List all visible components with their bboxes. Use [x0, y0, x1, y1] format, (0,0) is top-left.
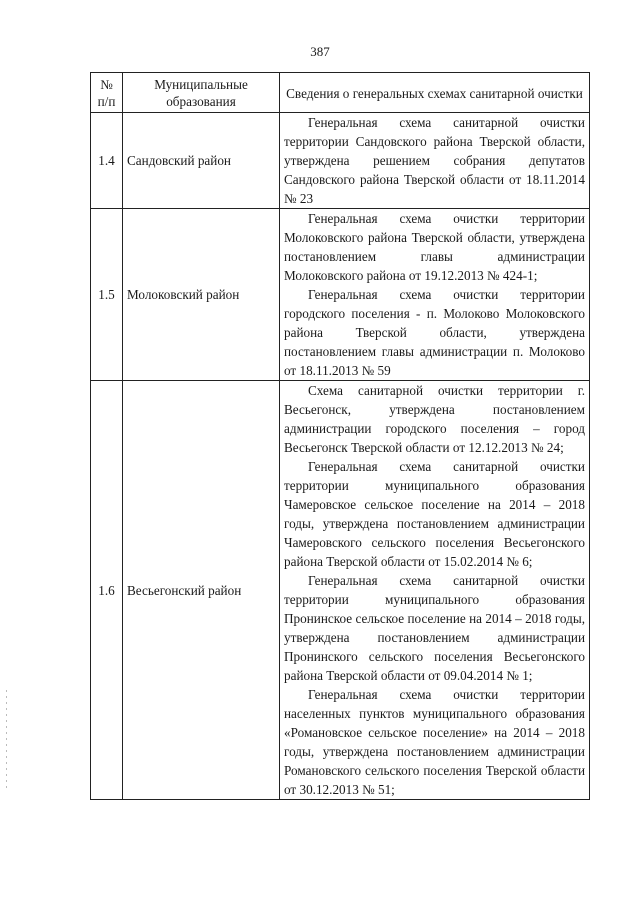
municipality-name: Весьегонский район: [123, 381, 280, 800]
table-row: [91, 381, 590, 800]
scheme-info: [280, 209, 590, 381]
header-municipality: Муниципальные образования: [123, 73, 280, 113]
municipality-name: Молоковский район: [123, 209, 280, 381]
table-header-row: [91, 73, 590, 113]
scheme-paragraph: Генеральная схема очистки территории населенных пунктов муниципального образования «Романовское сельское поселение» на 2014 – 2018 годы, утверждена постановлением администрации Романовского сельского поселения Тверской области от 30.12.2013 № 51;: [284, 687, 585, 797]
municipality-name: Сандовский район: [123, 113, 280, 209]
row-number: 1.6: [91, 381, 123, 800]
row-number: 1.4: [91, 113, 123, 209]
scheme-paragraph: Генеральная схема очистки территории Молоковского района Тверской области, утверждена постановлением главы администрации Молоковского района от 19.12.2013 № 424-1;: [284, 211, 585, 283]
row-number: 1.5: [91, 209, 123, 381]
scheme-paragraph: Генеральная схема санитарной очистки территории муниципального образования Пронинское сельское поселение на 2014 – 2018 годы, утверждена постановлением администрации Пронинского сельского поселения Весьегонского района Тверской области от 09.04.2014 № 1;: [284, 573, 585, 683]
table-row: [91, 209, 590, 381]
scheme-info: [280, 381, 590, 800]
header-num: № п/п: [91, 73, 123, 113]
scheme-paragraph: Генеральная схема санитарной очистки территории Сандовского района Тверской области, утверждена решением собрания депутатов Сандовского района Тверской области от 18.11.2014 № 23: [284, 115, 585, 206]
page-number: 387: [310, 44, 330, 59]
scheme-info: [280, 113, 590, 209]
scan-artifact: [6, 690, 7, 790]
header-info: Сведения о генеральных схемах санитарной очистки: [280, 73, 590, 113]
scheme-paragraph: Генеральная схема очистки территории городского поселения - п. Молоково Молоковского района Тверской области, утверждена постановлением главы администрации п. Молоково от 18.11.2013 № 59: [284, 287, 585, 378]
scheme-paragraph: Генеральная схема санитарной очистки территории муниципального образования Чамеровское сельское поселение на 2014 – 2018 годы, утверждена постановлением администрации Чамеровского сельского поселения Весьегонского района Тверской области от 15.02.2014 № 6;: [284, 459, 585, 569]
sanitary-schemes-table: [90, 72, 590, 800]
scheme-paragraph: Схема санитарной очистки территории г. Весьегонск, утверждена постановлением администрации городского поселения – город Весьегонск Тверской области от 12.12.2013 № 24;: [284, 383, 585, 455]
table-row: [91, 113, 590, 209]
